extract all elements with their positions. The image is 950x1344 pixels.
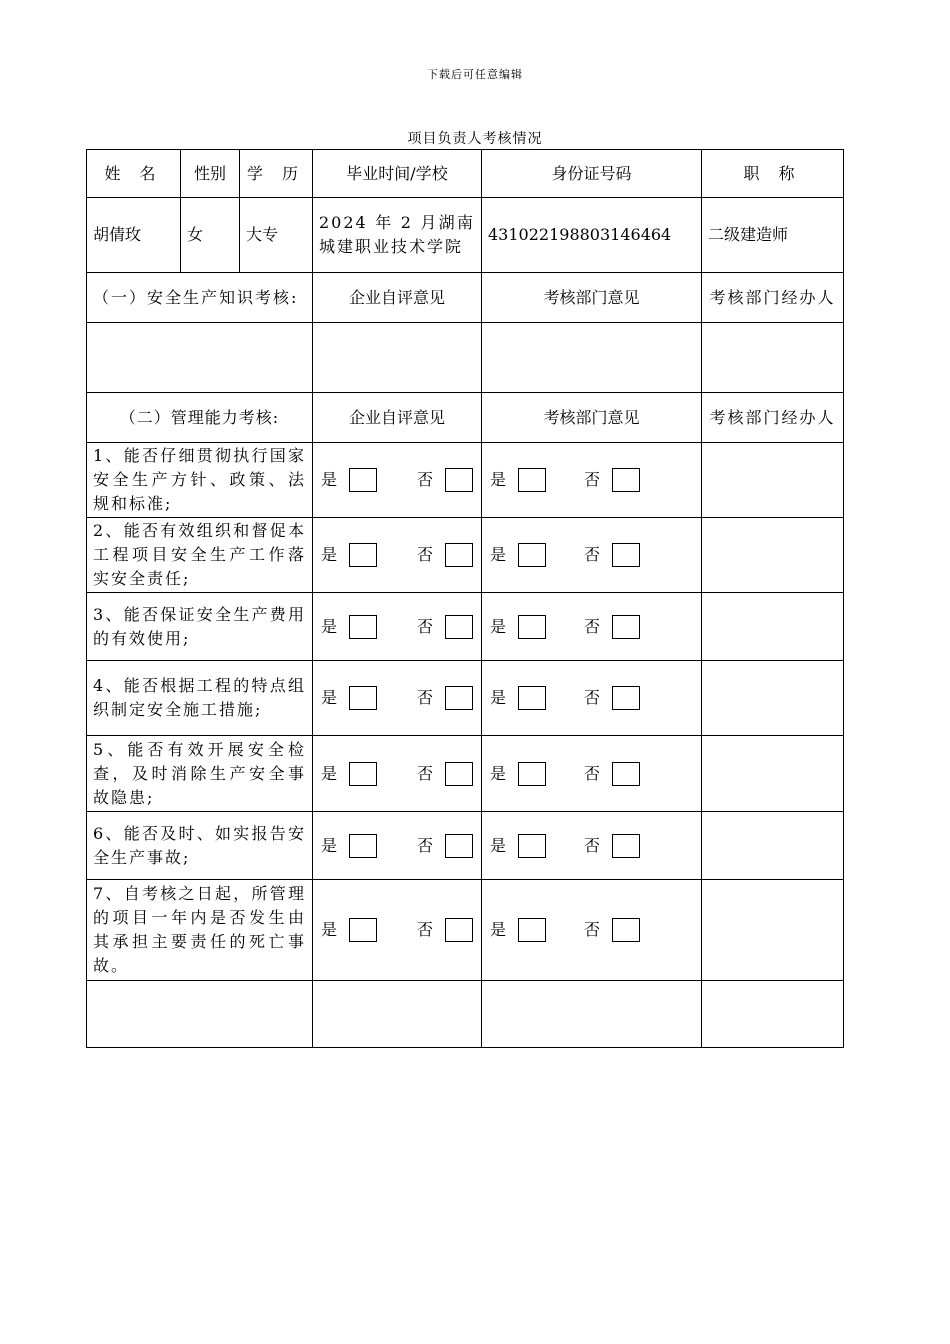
col-id-number: 身份证号码 (482, 150, 702, 198)
section1-blank-row (87, 323, 844, 393)
yes-checkbox[interactable] (349, 686, 377, 710)
item-row (87, 518, 844, 593)
section1-blank-handler[interactable] (702, 323, 844, 393)
yes-checkbox[interactable] (349, 615, 377, 639)
item-row (87, 661, 844, 736)
handler-cell[interactable] (702, 443, 844, 518)
section1-blank-dept[interactable] (482, 323, 702, 393)
no-label: 否 (583, 920, 600, 939)
item-text: 2、能否有效组织和督促本工程项目安全生产工作落实安全责任; (87, 518, 313, 593)
no-label: 否 (416, 763, 433, 783)
no-checkbox[interactable] (445, 543, 473, 567)
section2-label: （二）管理能力考核: (87, 393, 313, 443)
col-education: 学 历 (240, 150, 313, 198)
no-checkbox[interactable] (612, 615, 640, 639)
yes-checkbox[interactable] (518, 762, 546, 786)
no-checkbox[interactable] (612, 834, 640, 858)
handler-cell[interactable] (702, 661, 844, 736)
item-row (87, 593, 844, 661)
yes-checkbox[interactable] (518, 686, 546, 710)
dept-choice (488, 615, 642, 639)
col-graduation: 毕业时间/学校 (313, 150, 482, 198)
document-title: 项目负责人考核情况 (407, 131, 543, 147)
section2-header (87, 393, 844, 443)
yes-label: 是 (490, 545, 507, 564)
yes-label: 是 (490, 763, 507, 783)
no-label: 否 (583, 470, 600, 489)
blank-cell[interactable] (87, 981, 313, 1048)
dept-choice (488, 762, 642, 786)
self-choice (319, 686, 475, 710)
no-checkbox[interactable] (612, 762, 640, 786)
yes-checkbox[interactable] (349, 762, 377, 786)
self-choice (319, 918, 475, 942)
person-gender: 女 (181, 198, 240, 273)
person-id-number: 431022198803146464 (482, 198, 702, 273)
yes-checkbox[interactable] (349, 543, 377, 567)
self-choice (319, 834, 475, 858)
item-text: 7、自考核之日起，所管理的项目一年内是否发生由其承担主要责任的死亡事故。 (87, 880, 313, 981)
no-checkbox[interactable] (445, 686, 473, 710)
section1-header (87, 273, 844, 323)
section2-handler: 考核部门经办人 (702, 393, 844, 443)
yes-label: 是 (490, 920, 507, 939)
dept-choice (488, 543, 642, 567)
blank-footer-row (87, 981, 844, 1048)
section2-self-eval: 企业自评意见 (313, 393, 482, 443)
no-label: 否 (416, 835, 433, 855)
yes-checkbox[interactable] (349, 834, 377, 858)
dept-choice (488, 686, 642, 710)
yes-label: 是 (321, 616, 338, 636)
yes-checkbox[interactable] (518, 918, 546, 942)
handler-cell[interactable] (702, 880, 844, 981)
no-checkbox[interactable] (445, 762, 473, 786)
yes-label: 是 (490, 835, 507, 855)
item-text: 1、能否仔细贯彻执行国家安全生产方针、政策、法规和标准; (87, 443, 313, 518)
no-checkbox[interactable] (612, 918, 640, 942)
no-checkbox[interactable] (612, 468, 640, 492)
yes-checkbox[interactable] (518, 543, 546, 567)
item-row (87, 443, 844, 518)
no-label: 否 (416, 616, 433, 636)
section1-blank-self[interactable] (313, 323, 482, 393)
no-checkbox[interactable] (445, 468, 473, 492)
item-row (87, 736, 844, 812)
no-label: 否 (416, 545, 433, 564)
dept-choice (488, 918, 642, 942)
self-choice (319, 615, 475, 639)
item-row (87, 812, 844, 880)
dept-choice (488, 468, 642, 492)
yes-label: 是 (321, 920, 338, 939)
person-graduation: 2024 年 2 月湖南城建职业技术学院 (313, 198, 482, 273)
blank-cell[interactable] (482, 981, 702, 1048)
blank-cell[interactable] (313, 981, 482, 1048)
no-checkbox[interactable] (445, 615, 473, 639)
no-label: 否 (583, 835, 600, 855)
item-row (87, 880, 844, 981)
yes-label: 是 (490, 688, 507, 707)
no-checkbox[interactable] (445, 918, 473, 942)
download-note: 下载后可任意编辑 (427, 68, 523, 81)
section1-blank-cell[interactable] (87, 323, 313, 393)
blank-cell[interactable] (702, 981, 844, 1048)
self-choice (319, 468, 475, 492)
header-row (87, 150, 844, 198)
yes-checkbox[interactable] (518, 468, 546, 492)
no-label: 否 (416, 470, 433, 489)
no-label: 否 (583, 545, 600, 564)
section2-dept-opinion: 考核部门意见 (482, 393, 702, 443)
assessment-table (86, 149, 844, 1048)
no-checkbox[interactable] (612, 686, 640, 710)
item-text: 4、能否根据工程的特点组织制定安全施工措施; (87, 661, 313, 736)
no-label: 否 (583, 616, 600, 636)
section1-handler: 考核部门经办人 (702, 273, 844, 323)
yes-checkbox[interactable] (518, 834, 546, 858)
yes-label: 是 (321, 545, 338, 564)
col-title: 职 称 (702, 150, 844, 198)
person-title: 二级建造师 (702, 198, 844, 273)
yes-label: 是 (321, 688, 338, 707)
no-label: 否 (583, 763, 600, 783)
yes-label: 是 (490, 470, 507, 489)
section1-dept-opinion: 考核部门意见 (482, 273, 702, 323)
handler-cell[interactable] (702, 736, 844, 812)
yes-checkbox[interactable] (518, 615, 546, 639)
no-label: 否 (583, 688, 600, 707)
self-choice (319, 762, 475, 786)
yes-checkbox[interactable] (349, 918, 377, 942)
yes-checkbox[interactable] (349, 468, 377, 492)
section1-label: （一）安全生产知识考核: (87, 273, 313, 323)
yes-label: 是 (490, 616, 507, 636)
person-row (87, 198, 844, 273)
no-label: 否 (416, 920, 433, 939)
self-choice (319, 543, 475, 567)
yes-label: 是 (321, 763, 338, 783)
no-checkbox[interactable] (445, 834, 473, 858)
handler-cell[interactable] (702, 593, 844, 661)
person-education: 大专 (240, 198, 313, 273)
handler-cell[interactable] (702, 812, 844, 880)
yes-label: 是 (321, 470, 338, 489)
section1-self-eval: 企业自评意见 (313, 273, 482, 323)
item-text: 5、能否有效开展安全检查，及时消除生产安全事故隐患; (87, 736, 313, 812)
yes-label: 是 (321, 835, 338, 855)
col-gender: 性别 (181, 150, 240, 198)
handler-cell[interactable] (702, 518, 844, 593)
no-checkbox[interactable] (612, 543, 640, 567)
person-name: 胡倩玫 (87, 198, 181, 273)
col-name: 姓 名 (87, 150, 181, 198)
no-label: 否 (416, 688, 433, 707)
item-text: 6、能否及时、如实报告安全生产事故; (87, 812, 313, 880)
item-text: 3、能否保证安全生产费用的有效使用; (87, 593, 313, 661)
dept-choice (488, 834, 642, 858)
